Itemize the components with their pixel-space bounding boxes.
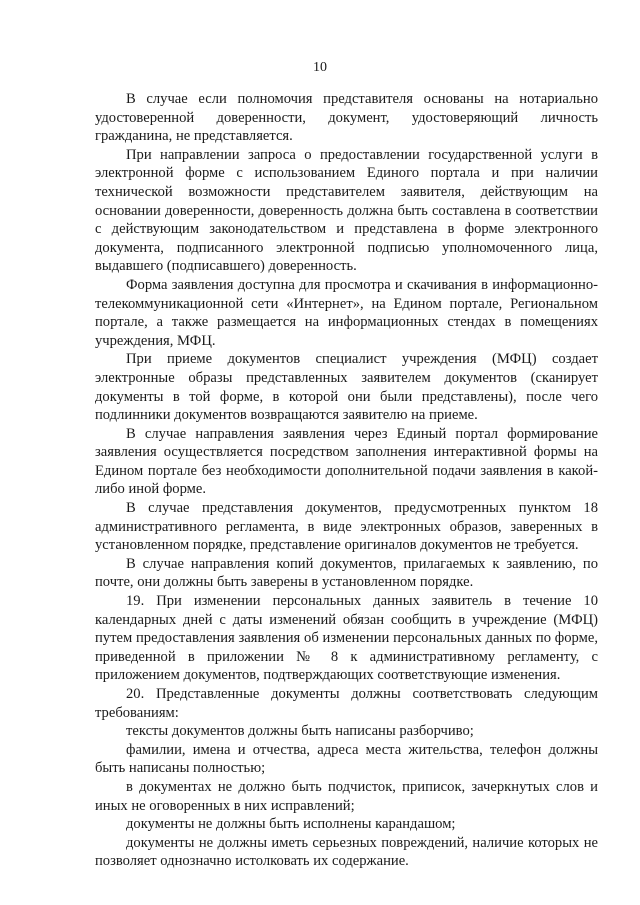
document-body: [95, 90, 598, 871]
requirement-no-damage: документы не должны иметь серьезных повреждений, наличие которых не позволяет однозначно истолковать их содержание.: [95, 834, 598, 870]
paragraph-item-20: 20. Представленные документы должны соответствовать следующим требованиям:: [95, 686, 598, 721]
paragraph-postal-copies: В случае направления копий документов, прилагаемых к заявлению, по почте, они должны быть заверены в установленном порядке.: [95, 555, 598, 591]
paragraph-representative-notary: В случае если полномочия представителя основаны на нотариально удостоверенной доверенности, документ, удостоверяющий личность гражданина, не представляется.: [95, 91, 598, 145]
paragraph-electronic-images: В случае представления документов, предусмотренных пунктом 18 административного регламента, в виде электронных образов, заверенных в установленном порядке, представление оригиналов документов не требуется.: [95, 500, 598, 554]
requirement-legible: тексты документов должны быть написаны разборчиво;: [126, 723, 474, 740]
paragraph-electronic-power-of-attorney: При направлении запроса о предоставлении государственной услуги в электронной форме с использованием Единого портала и при наличии технической возможности представителем заявителя, действующим на основании доверенности, доверенность должна быть составлена в соответствии с действующим законодательством и представлена в форме электронного документа, подписанного электронной подписью уполномоченного лица, выдавшего (подписавшего) доверенность.: [95, 146, 598, 275]
paragraph-application-form-availability: Форма заявления доступна для просмотра и скачивания в информационно-телекоммуникационной сети «Интернет», на Едином портале, Региональном портале, а также размещается на информационных стендах в помещениях учреждения, МФЦ.: [95, 276, 598, 349]
page-number: 10: [313, 60, 327, 75]
paragraph-portal-submission: В случае направления заявления через Единый портал формирование заявления осуществляется посредством заполнения интерактивной формы на Едином портале без необходимости дополнительной подачи заявления в какой-либо иной форме.: [95, 425, 598, 498]
requirement-full-names: фамилии, имена и отчества, адреса места жительства, телефон должны быть написаны полностью;: [95, 741, 598, 777]
requirement-no-pencil: документы не должны быть исполнены карандашом;: [126, 816, 456, 833]
requirement-no-corrections: в документах не должно быть подчисток, приписок, зачеркнутых слов и иных не оговоренных в них исправлений;: [95, 778, 598, 814]
paragraph-document-scanning: При приеме документов специалист учреждения (МФЦ) создает электронные образы представленных заявителем документов (сканирует документы в той форме, в которой они были представлены), после чего подлинники документов возвращаются заявителю на приеме.: [95, 351, 598, 424]
paragraph-item-19: 19. При изменении персональных данных заявитель в течение 10 календарных дней с даты изменений обязан сообщить в учреждение (МФЦ) путем предоставления заявления об изменении персональных данных по форме, приведенной в приложении № 8 к административному регламенту, с приложением документов, подтверждающих соответствующие изменения.: [95, 593, 598, 684]
